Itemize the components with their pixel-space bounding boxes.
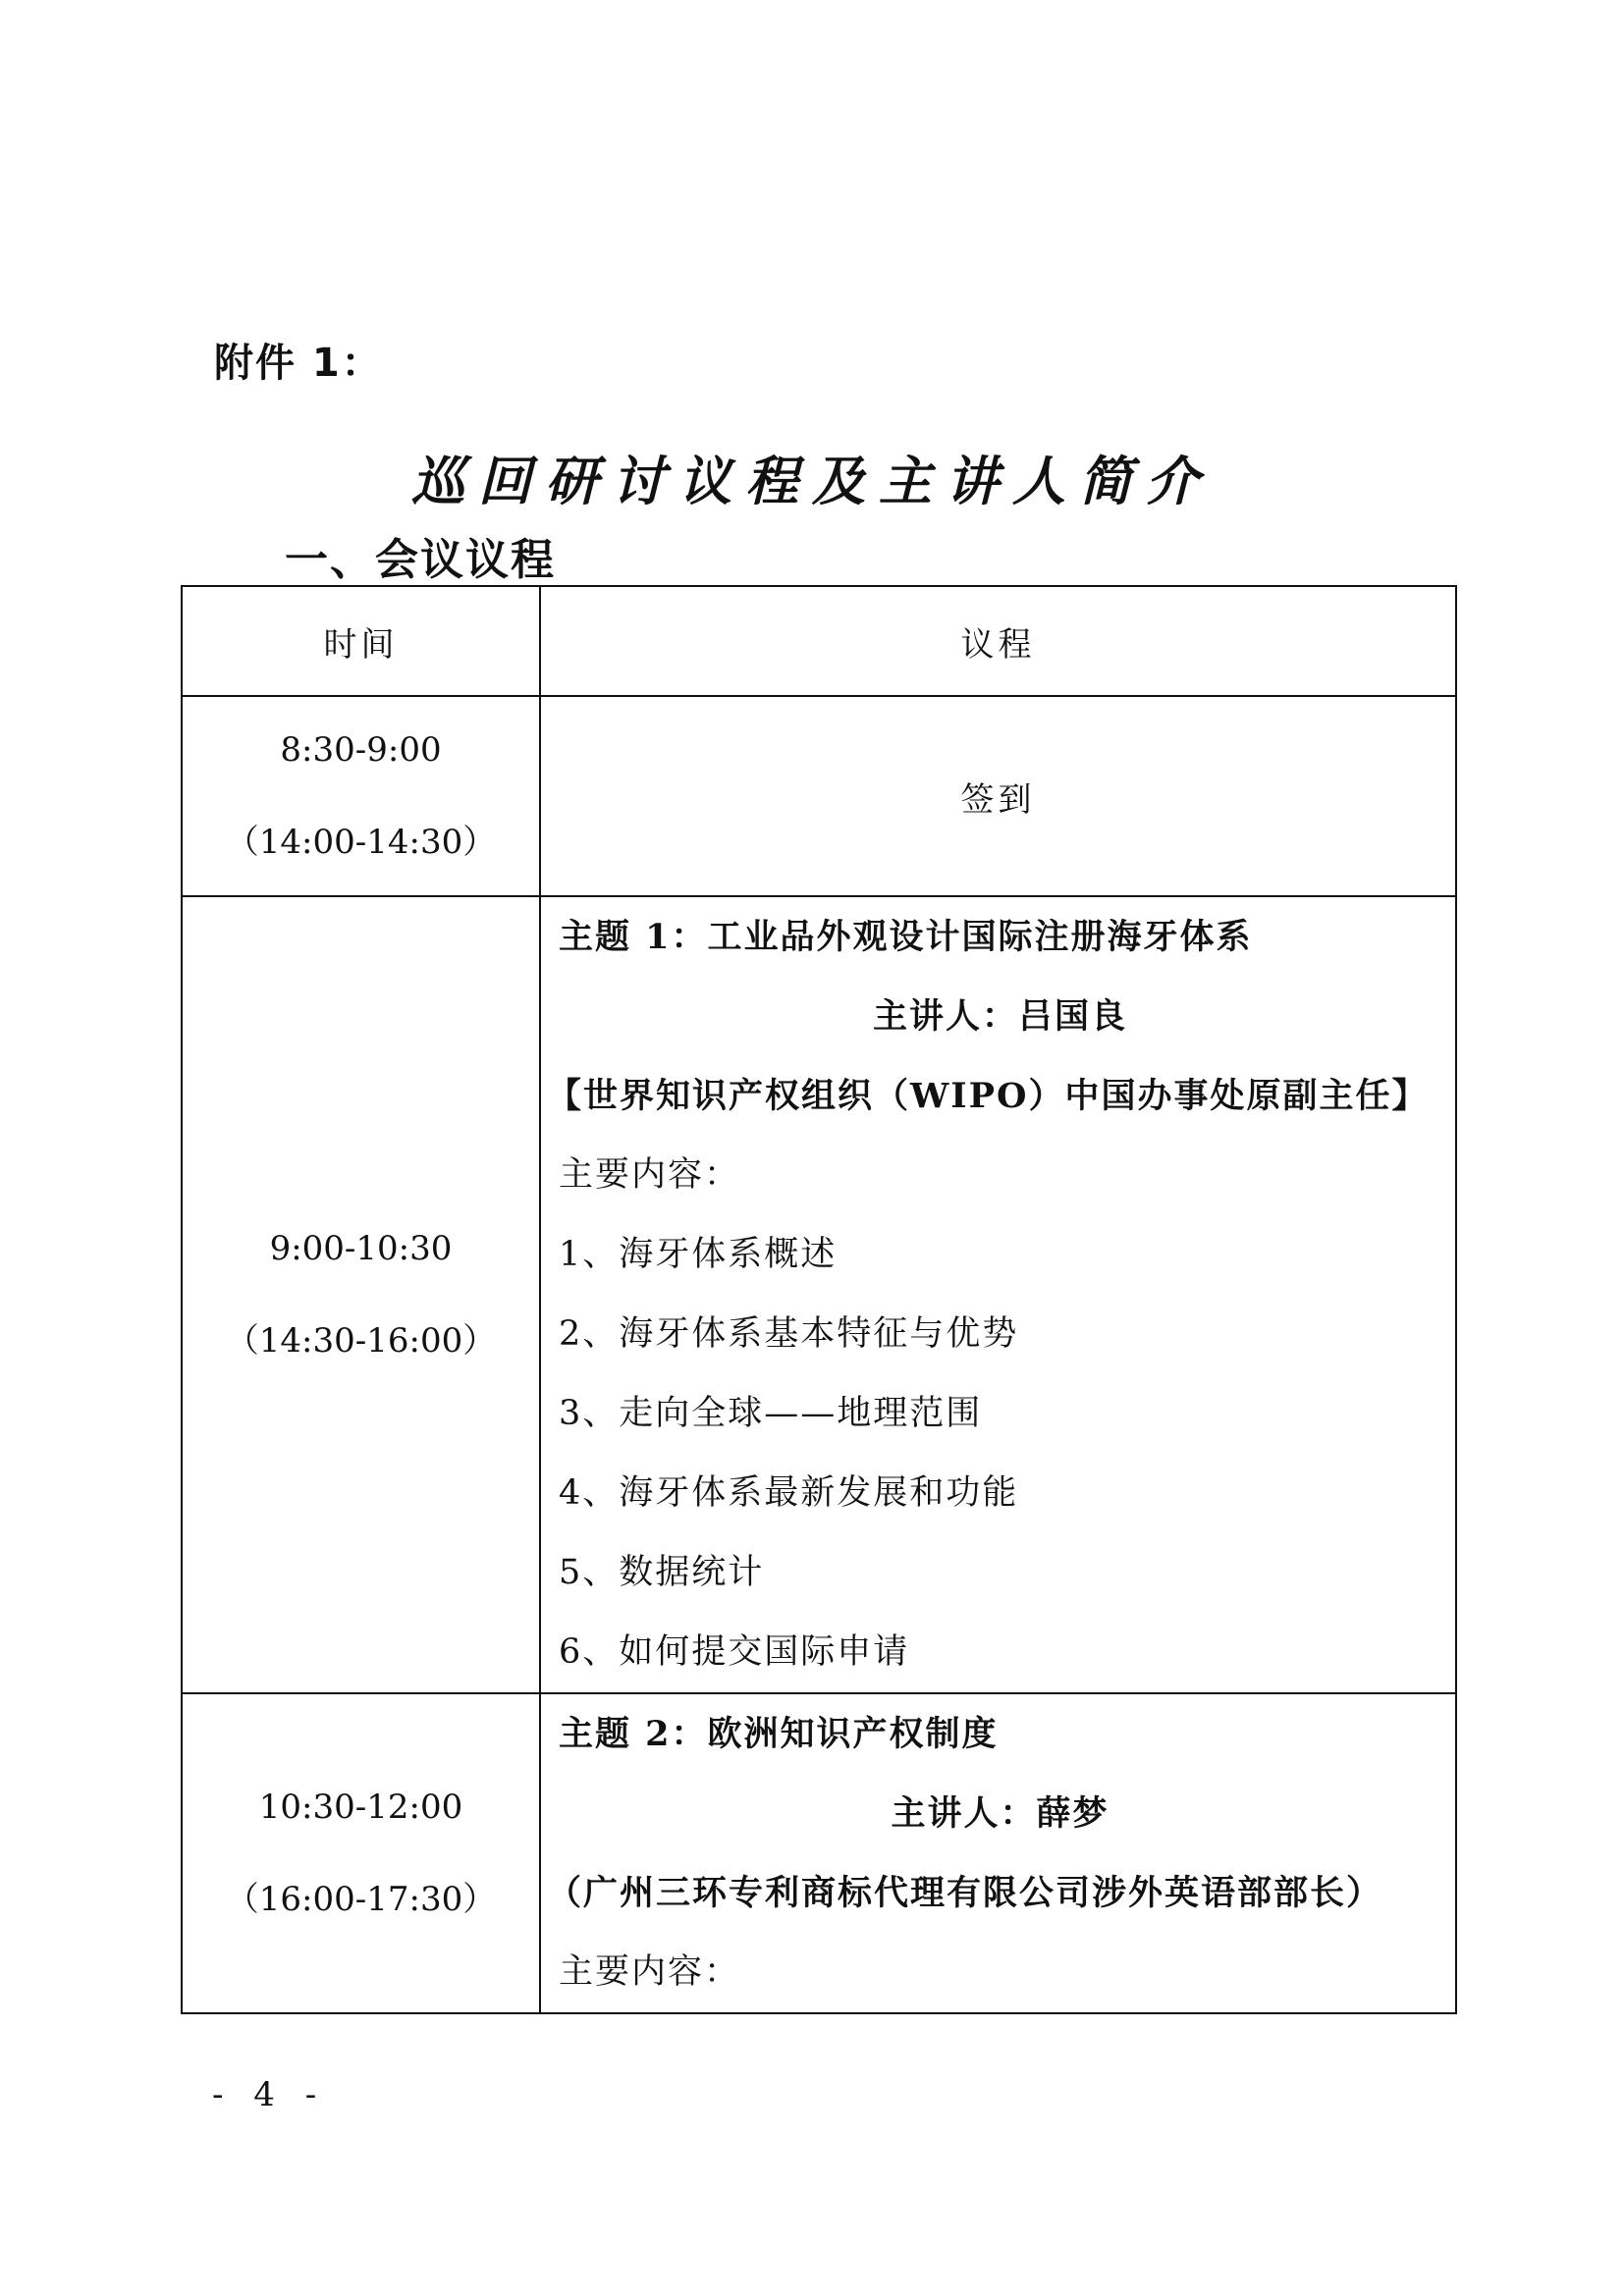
content-item: 6、如何提交国际申请 xyxy=(559,1632,910,1672)
content-item: 1、海牙体系概述 xyxy=(559,1235,838,1274)
time-primary: 8:30-9:00 xyxy=(280,730,442,770)
agenda-table xyxy=(181,585,1457,2014)
speaker-name: 主讲人：薛梦 xyxy=(891,1793,1110,1834)
document-title: 巡回研讨议程及主讲人简介 xyxy=(411,450,1213,512)
content-label: 主要内容： xyxy=(559,1155,741,1195)
agenda-cell xyxy=(540,896,1456,1693)
attachment-label: 附件 1： xyxy=(214,341,383,386)
time-secondary: （16:00-17:30） xyxy=(225,1880,497,1919)
time-primary: 10:30-12:00 xyxy=(258,1788,463,1827)
time-cell xyxy=(182,1693,540,2013)
speaker-organization: 【世界知识产权组织（WIPO）中国办事处原副主任】 xyxy=(547,1076,1429,1116)
table-row xyxy=(182,1693,1456,2013)
time-cell xyxy=(182,696,540,896)
speaker-organization: （广州三环专利商标代理有限公司涉外英语部部长） xyxy=(547,1873,1383,1913)
time-secondary: （14:30-16:00） xyxy=(225,1321,497,1361)
content-item: 3、走向全球——地理范围 xyxy=(559,1394,983,1433)
time-cell xyxy=(182,896,540,1693)
section-heading: 一、会议议程 xyxy=(285,535,556,585)
agenda-cell xyxy=(540,1693,1456,2013)
table-row xyxy=(182,896,1456,1693)
speaker-name: 主讲人：吕国良 xyxy=(872,996,1127,1037)
content-item: 2、海牙体系基本特征与优势 xyxy=(559,1314,1019,1354)
time-secondary: （14:00-14:30） xyxy=(225,823,497,862)
content-label: 主要内容： xyxy=(559,1952,741,1992)
content-item: 5、数据统计 xyxy=(559,1553,765,1592)
header-time: 时间 xyxy=(182,586,540,696)
content-item: 4、海牙体系最新发展和功能 xyxy=(559,1473,1019,1513)
header-agenda: 议程 xyxy=(540,586,1456,696)
time-primary: 9:00-10:30 xyxy=(269,1229,453,1268)
topic-title: 主题 2：欧洲知识产权制度 xyxy=(559,1714,999,1754)
agenda-cell: 签到 xyxy=(540,696,1456,896)
page-number: - 4 - xyxy=(212,2075,327,2114)
topic-title: 主题 1：工业品外观设计国际注册海牙体系 xyxy=(559,917,1253,957)
table-header-row xyxy=(182,586,1456,696)
table-row xyxy=(182,696,1456,896)
